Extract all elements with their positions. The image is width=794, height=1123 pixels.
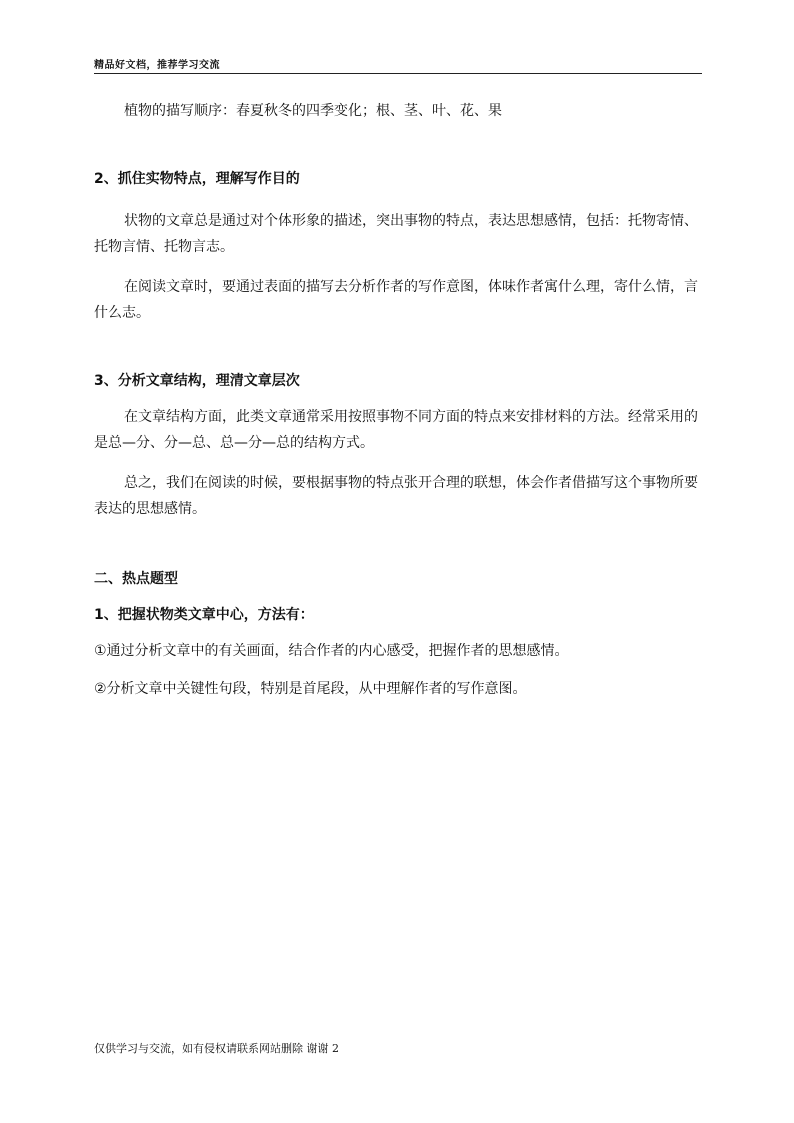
heading-section-2: 2、抓住实物特点，理解写作目的 [94, 171, 300, 187]
paragraph-features: 状物的文章总是通过对个体形象的描述，突出事物的特点，表达思想感情，包括：托物寄情、托物言情、托物言志。 [94, 213, 698, 255]
document-body [94, 98, 708, 702]
paragraph-summary: 总之，我们在阅读的时候，要根据事物的特点张开合理的联想，体会作者借描写这个事物所要表达的思想感情。 [94, 475, 698, 517]
heading-hot-topics: 二、热点题型 [94, 571, 178, 587]
list-item-method-2: ②分析文章中关键性句段，特别是首尾段，从中理解作者的写作意图。 [94, 681, 527, 697]
heading-grasp-center: 1、把握状物类文章中心，方法有： [94, 607, 314, 623]
paragraph-structure: 在文章结构方面，此类文章通常采用按照事物不同方面的特点来安排材料的方法。经常采用的是总—分、分—总、总—分—总的结构方式。 [94, 409, 698, 451]
page-header: 精品好文档，推荐学习交流 [94, 56, 702, 74]
heading-section-3: 3、分析文章结构，理清文章层次 [94, 373, 300, 389]
paragraph-plant-order: 植物的描写顺序：春夏秋冬的四季变化；根、茎、叶、花、果 [124, 103, 502, 119]
page-footer: 仅供学习与交流，如有侵权请联系网站删除 谢谢 2 [94, 1042, 339, 1055]
paragraph-reading: 在阅读文章时，要通过表面的描写去分析作者的写作意图，体味作者寓什么理，寄什么情，言什么志。 [94, 279, 698, 321]
list-item-method-1: ①通过分析文章中的有关画面，结合作者的内心感受，把握作者的思想感情。 [94, 643, 569, 659]
